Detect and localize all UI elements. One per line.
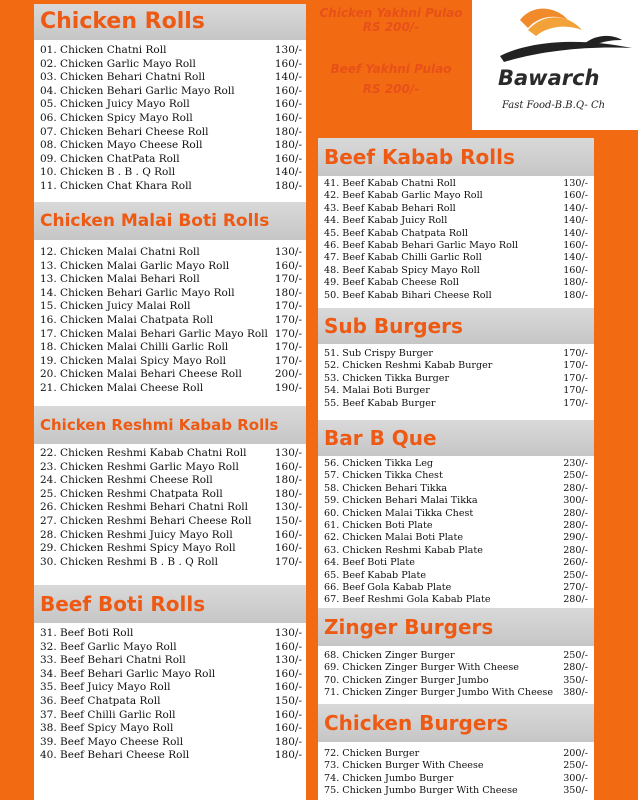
menu-item-price: 180/- <box>563 289 588 301</box>
menu-item-name: 07. Chicken Behari Cheese Roll <box>40 125 209 138</box>
menu-item <box>318 252 594 264</box>
special-yakhni-beef <box>316 62 466 96</box>
special-yakhni-chicken <box>316 6 466 34</box>
menu-item-name: 04. Chicken Behari Garlic Mayo Roll <box>40 84 235 97</box>
menu-item-price: 160/- <box>274 708 302 721</box>
menu-item-name: 67. Beef Reshmi Gola Kabab Plate <box>324 594 491 606</box>
menu-item-price: 170/- <box>274 313 302 326</box>
menu-item-price: 280/- <box>563 507 588 519</box>
menu-item-price: 250/- <box>563 650 588 661</box>
menu-item-price: 160/- <box>274 152 302 165</box>
menu-item <box>34 260 306 274</box>
menu-item-price: 180/- <box>274 474 302 487</box>
section-list <box>34 623 306 763</box>
menu-item-price: 180/- <box>274 125 302 138</box>
menu-item-name: 63. Chicken Reshmi Kabab Plate <box>324 544 483 556</box>
menu-item-price: 160/- <box>274 667 302 680</box>
menu-item-name: 38. Beef Spicy Mayo Roll <box>40 722 174 735</box>
menu-item-price: 160/- <box>563 190 588 202</box>
menu-item-name: 75. Chicken Jumbo Burger With Cheese <box>324 785 518 797</box>
menu-item-name: 58. Chicken Behari Tikka <box>324 482 448 494</box>
menu-item <box>34 542 306 556</box>
menu-item-price: 280/- <box>563 662 588 674</box>
menu-item-price: 180/- <box>563 277 588 289</box>
menu-item-name: 08. Chicken Mayo Cheese Roll <box>40 139 203 152</box>
menu-item-price: 280/- <box>563 544 588 556</box>
section-title: Chicken Reshmi Kabab Rolls <box>34 406 306 444</box>
menu-item-price: 200/- <box>563 748 588 759</box>
menu-item-price: 170/- <box>563 372 588 384</box>
menu-item-name: 12. Chicken Malai Chatni Roll <box>40 246 200 258</box>
section-title: Chicken Burgers <box>318 704 594 742</box>
menu-item-name: 02. Chicken Garlic Mayo Roll <box>40 57 196 70</box>
menu-item-name: 13. Chicken Malai Behari Roll <box>40 273 200 286</box>
menu-item <box>34 709 306 723</box>
menu-item-name: 47. Beef Kabab Chilli Garlic Roll <box>324 252 482 264</box>
menu-item-name: 57. Chicken Tikka Chest <box>324 470 443 482</box>
menu-item-name: 30. Chicken Reshmi B . B . Q Roll <box>40 555 219 568</box>
restaurant-logo <box>472 0 638 130</box>
menu-item <box>318 215 594 227</box>
menu-item <box>34 287 306 301</box>
menu-item-name: 56. Chicken Tikka Leg <box>324 458 434 469</box>
menu-item <box>318 687 594 699</box>
menu-item-price: 160/- <box>274 259 302 272</box>
menu-item-name: 18. Chicken Malai Chilli Garlic Roll <box>40 341 229 354</box>
menu-item-name: 32. Beef Garlic Mayo Roll <box>40 640 177 653</box>
menu-item-name: 27. Chicken Reshmi Behari Cheese Roll <box>40 514 252 527</box>
menu-item <box>34 461 306 475</box>
menu-item <box>34 112 306 126</box>
menu-item-price: 140/- <box>563 202 588 214</box>
menu-item-price: 250/- <box>563 760 588 772</box>
menu-item-name: 41. Beef Kabab Chatni Roll <box>324 178 456 189</box>
menu-item-name: 20. Chicken Malai Behari Cheese Roll <box>40 368 242 381</box>
menu-item <box>318 360 594 372</box>
menu-item-price: 130/- <box>274 501 302 514</box>
menu-item <box>34 98 306 112</box>
menu-item-name: 16. Chicken Malai Chatpata Roll <box>40 313 214 326</box>
menu-item-name: 15. Chicken Juicy Malai Roll <box>40 300 191 313</box>
menu-item <box>34 71 306 85</box>
menu-item-name: 53. Chicken Tikka Burger <box>324 372 450 384</box>
menu-item-price: 170/- <box>563 348 588 359</box>
menu-item-price: 250/- <box>563 569 588 581</box>
menu-item <box>34 501 306 515</box>
menu-item <box>318 520 594 532</box>
menu-item <box>318 570 594 582</box>
logo-tagline: Fast Food-B.B.Q- Ch <box>502 100 606 111</box>
menu-item <box>34 166 306 180</box>
menu-item-price: 140/- <box>563 227 588 239</box>
menu-item-name: 36. Beef Chatpata Roll <box>40 694 161 707</box>
menu-item-name: 60. Chicken Malai Tikka Chest <box>324 507 474 519</box>
menu-item-price: 180/- <box>274 487 302 500</box>
logo-name: Bawarch <box>498 66 600 90</box>
menu-item <box>318 650 594 662</box>
menu-item-name: 34. Beef Behari Garlic Mayo Roll <box>40 667 216 680</box>
menu-item-name: 03. Chicken Behari Chatni Roll <box>40 71 206 84</box>
menu-item <box>34 447 306 461</box>
menu-item <box>318 582 594 594</box>
menu-item-price: 170/- <box>274 300 302 313</box>
menu-item-price: 170/- <box>274 555 302 568</box>
menu-item-price: 300/- <box>563 495 588 507</box>
menu-item <box>318 190 594 202</box>
menu-item <box>318 277 594 289</box>
menu-item <box>34 341 306 355</box>
menu-item-price: 170/- <box>274 327 302 340</box>
menu-item-name: 23. Chicken Reshmi Garlic Mayo Roll <box>40 460 239 473</box>
menu-item-name: 19. Chicken Malai Spicy Mayo Roll <box>40 354 227 367</box>
menu-item-price: 160/- <box>274 528 302 541</box>
menu-item-price: 180/- <box>274 735 302 748</box>
menu-item <box>318 203 594 215</box>
menu-item-name: 37. Beef Chilli Garlic Roll <box>40 708 176 721</box>
menu-item <box>318 785 594 797</box>
menu-item <box>34 529 306 543</box>
menu-item-price: 280/- <box>563 594 588 606</box>
section-list <box>318 176 594 308</box>
menu-item <box>318 458 594 470</box>
menu-item-name: 06. Chicken Spicy Mayo Roll <box>40 111 193 124</box>
section-title: Chicken Malai Boti Rolls <box>34 202 306 240</box>
menu-item <box>318 495 594 507</box>
menu-item <box>34 556 306 570</box>
menu-item <box>34 488 306 502</box>
section-title: Beef Kabab Rolls <box>318 138 594 176</box>
menu-item <box>34 355 306 369</box>
menu-item <box>34 44 306 58</box>
menu-item-price: 170/- <box>274 273 302 286</box>
section-list <box>34 240 306 406</box>
section-title: Sub Burgers <box>318 308 594 344</box>
menu-item-price: 130/- <box>563 178 588 189</box>
menu-item <box>318 483 594 495</box>
menu-item-name: 71. Chicken Zinger Burger Jumbo With Cheese <box>324 687 554 699</box>
menu-item-name: 10. Chicken B . B . Q Roll <box>40 166 176 179</box>
menu-item-name: 31. Beef Boti Roll <box>40 627 134 639</box>
menu-item <box>34 736 306 750</box>
menu-item-price: 160/- <box>274 111 302 124</box>
menu-item <box>318 228 594 240</box>
menu-item <box>34 180 306 194</box>
menu-item <box>34 328 306 342</box>
menu-item-name: 14. Chicken Behari Garlic Mayo Roll <box>40 286 235 299</box>
menu-item <box>318 348 594 360</box>
section-title: Chicken Rolls <box>34 4 306 40</box>
menu-item-price: 130/- <box>274 44 302 56</box>
menu-item <box>34 300 306 314</box>
menu-item-price: 180/- <box>274 179 302 192</box>
menu-item-price: 380/- <box>563 687 588 699</box>
menu-item-name: 61. Chicken Boti Plate <box>324 520 433 532</box>
menu-item-name: 09. Chicken ChatPata Roll <box>40 152 180 165</box>
menu-item-name: 70. Chicken Zinger Burger Jumbo <box>324 674 489 686</box>
menu-item-name: 64. Beef Boti Plate <box>324 557 415 569</box>
menu-item-name: 59. Chicken Behari Malai Tikka <box>324 495 478 507</box>
menu-item <box>318 557 594 569</box>
menu-item-name: 26. Chicken Reshmi Behari Chatni Roll <box>40 501 249 514</box>
menu-item-price: 170/- <box>563 397 588 409</box>
section-title: Zinger Burgers <box>318 608 594 646</box>
menu-item-price: 280/- <box>563 482 588 494</box>
right-menu-panel <box>318 138 594 800</box>
special-name: Chicken Yakhni Pulao <box>319 6 463 20</box>
menu-item-price: 180/- <box>274 139 302 152</box>
menu-item-price: 270/- <box>563 582 588 594</box>
section-list <box>34 40 306 202</box>
section-title: Beef Boti Rolls <box>34 585 306 623</box>
menu-item <box>318 240 594 252</box>
menu-item <box>34 641 306 655</box>
menu-item-name: 62. Chicken Malai Boti Plate <box>324 532 464 544</box>
menu-item-name: 35. Beef Juicy Mayo Roll <box>40 681 171 694</box>
menu-item <box>34 85 306 99</box>
menu-item <box>34 654 306 668</box>
section-list <box>318 646 594 704</box>
menu-item-name: 54. Malai Boti Burger <box>324 385 430 397</box>
menu-item <box>318 748 594 760</box>
menu-item-price: 350/- <box>563 674 588 686</box>
menu-item-price: 250/- <box>563 470 588 482</box>
menu-item <box>34 515 306 529</box>
section-list <box>318 456 594 608</box>
menu-item-name: 25. Chicken Reshmi Chatpata Roll <box>40 487 223 500</box>
menu-item <box>318 532 594 544</box>
menu-item-name: 51. Sub Crispy Burger <box>324 348 433 359</box>
menu-item-price: 190/- <box>274 381 302 394</box>
section-list <box>318 742 594 798</box>
menu-item <box>318 508 594 520</box>
menu-item-name: 49. Beef Kabab Cheese Roll <box>324 277 459 289</box>
menu-item <box>318 662 594 674</box>
menu-item-price: 230/- <box>563 458 588 469</box>
menu-item <box>318 760 594 772</box>
menu-item-price: 280/- <box>563 520 588 532</box>
menu-item <box>34 368 306 382</box>
menu-item <box>318 773 594 785</box>
menu-item <box>318 675 594 687</box>
menu-item-price: 170/- <box>274 341 302 354</box>
menu-item-price: 130/- <box>274 654 302 667</box>
special-name: Beef Yakhni Pulao <box>330 62 452 76</box>
menu-item-price: 130/- <box>274 447 302 459</box>
menu-item <box>34 627 306 641</box>
menu-item-price: 160/- <box>563 264 588 276</box>
menu-item <box>34 58 306 72</box>
menu-item <box>34 139 306 153</box>
menu-item-name: 68. Chicken Zinger Burger <box>324 650 455 661</box>
menu-item-price: 160/- <box>274 57 302 70</box>
menu-item-name: 05. Chicken Juicy Mayo Roll <box>40 98 190 111</box>
left-menu-panel <box>34 4 306 800</box>
menu-item-price: 160/- <box>274 640 302 653</box>
special-price: RS 200/- <box>362 20 420 34</box>
menu-item-name: 21. Chicken Malai Cheese Roll <box>40 381 204 394</box>
menu-item-price: 160/- <box>274 460 302 473</box>
menu-item-price: 170/- <box>563 385 588 397</box>
menu-item <box>34 668 306 682</box>
menu-item-price: 160/- <box>274 722 302 735</box>
menu-item-name: 69. Chicken Zinger Burger With Cheese <box>324 662 519 674</box>
menu-item <box>318 265 594 277</box>
menu-item-name: 66. Beef Gola Kabab Plate <box>324 582 452 594</box>
menu-item <box>34 246 306 260</box>
menu-item-price: 160/- <box>274 542 302 555</box>
menu-item-name: 73. Chicken Burger With Cheese <box>324 760 484 772</box>
menu-item <box>318 470 594 482</box>
menu-item-price: 170/- <box>274 354 302 367</box>
menu-item-price: 140/- <box>274 71 302 84</box>
menu-item-price: 140/- <box>563 252 588 264</box>
menu-item-name: 65. Beef Kabab Plate <box>324 569 427 581</box>
menu-item <box>34 126 306 140</box>
menu-item <box>34 273 306 287</box>
menu-item-name: 40. Beef Behari Cheese Roll <box>40 749 190 762</box>
menu-item-name: 39. Beef Mayo Cheese Roll <box>40 735 184 748</box>
menu-item-price: 350/- <box>563 785 588 797</box>
menu-item-price: 160/- <box>274 681 302 694</box>
menu-item-price: 130/- <box>274 627 302 639</box>
menu-item <box>34 681 306 695</box>
menu-item-name: 17. Chicken Malai Behari Garlic Mayo Roll <box>40 327 268 340</box>
menu-item-name: 50. Beef Kabab Bihari Cheese Roll <box>324 289 492 301</box>
menu-item-price: 260/- <box>563 557 588 569</box>
menu-item-name: 28. Chicken Reshmi Juicy Mayo Roll <box>40 528 233 541</box>
menu-item-name: 44. Beef Kabab Juicy Roll <box>324 215 448 227</box>
menu-item <box>318 290 594 302</box>
section-title: Bar B Que <box>318 420 594 456</box>
menu-item <box>34 722 306 736</box>
menu-item-price: 130/- <box>274 246 302 258</box>
menu-item-name: 11. Chicken Chat Khara Roll <box>40 179 192 192</box>
menu-item-price: 160/- <box>274 98 302 111</box>
section-list <box>34 444 306 585</box>
menu-item-name: 72. Chicken Burger <box>324 748 420 759</box>
menu-item <box>318 545 594 557</box>
menu-item-price: 150/- <box>274 514 302 527</box>
menu-item-price: 200/- <box>274 368 302 381</box>
menu-item-price: 160/- <box>274 84 302 97</box>
menu-item <box>34 314 306 328</box>
menu-item <box>34 153 306 167</box>
menu-item-name: 55. Beef Kabab Burger <box>324 397 436 409</box>
menu-item-name: 01. Chicken Chatni Roll <box>40 44 167 56</box>
menu-item-price: 180/- <box>274 749 302 762</box>
menu-item <box>318 398 594 410</box>
menu-item-name: 29. Chicken Reshmi Spicy Mayo Roll <box>40 542 236 555</box>
menu-item <box>318 385 594 397</box>
menu-item-name: 46. Beef Kabab Behari Garlic Mayo Roll <box>324 240 519 252</box>
menu-item-name: 24. Chicken Reshmi Cheese Roll <box>40 474 213 487</box>
menu-item-name: 74. Chicken Jumbo Burger <box>324 772 454 784</box>
menu-item-price: 300/- <box>563 772 588 784</box>
menu-item <box>318 178 594 190</box>
menu-item-name: 48. Beef Kabab Spicy Mayo Roll <box>324 264 480 276</box>
menu-item <box>34 382 306 396</box>
menu-item-price: 150/- <box>274 694 302 707</box>
menu-item-name: 13. Chicken Malai Garlic Mayo Roll <box>40 259 230 272</box>
menu-item-price: 140/- <box>274 166 302 179</box>
section-list <box>318 344 594 420</box>
menu-item <box>34 695 306 709</box>
menu-item-price: 290/- <box>563 532 588 544</box>
menu-item-name: 43. Beef Kabab Behari Roll <box>324 202 456 214</box>
menu-item-name: 42. Beef Kabab Garlic Mayo Roll <box>324 190 483 202</box>
menu-item <box>318 373 594 385</box>
menu-item-name: 45. Beef Kabab Chatpata Roll <box>324 227 468 239</box>
menu-item <box>34 749 306 763</box>
menu-item <box>318 594 594 606</box>
menu-item-name: 22. Chicken Reshmi Kabab Chatni Roll <box>40 447 247 459</box>
menu-item-price: 180/- <box>274 286 302 299</box>
menu-item-name: 33. Beef Behari Chatni Roll <box>40 654 186 667</box>
menu-item-name: 52. Chicken Reshmi Kabab Burger <box>324 360 493 372</box>
menu-item-price: 160/- <box>563 240 588 252</box>
menu-item-price: 170/- <box>563 360 588 372</box>
special-price: RS 200/- <box>362 82 420 96</box>
menu-item <box>34 474 306 488</box>
menu-item-price: 140/- <box>563 215 588 227</box>
